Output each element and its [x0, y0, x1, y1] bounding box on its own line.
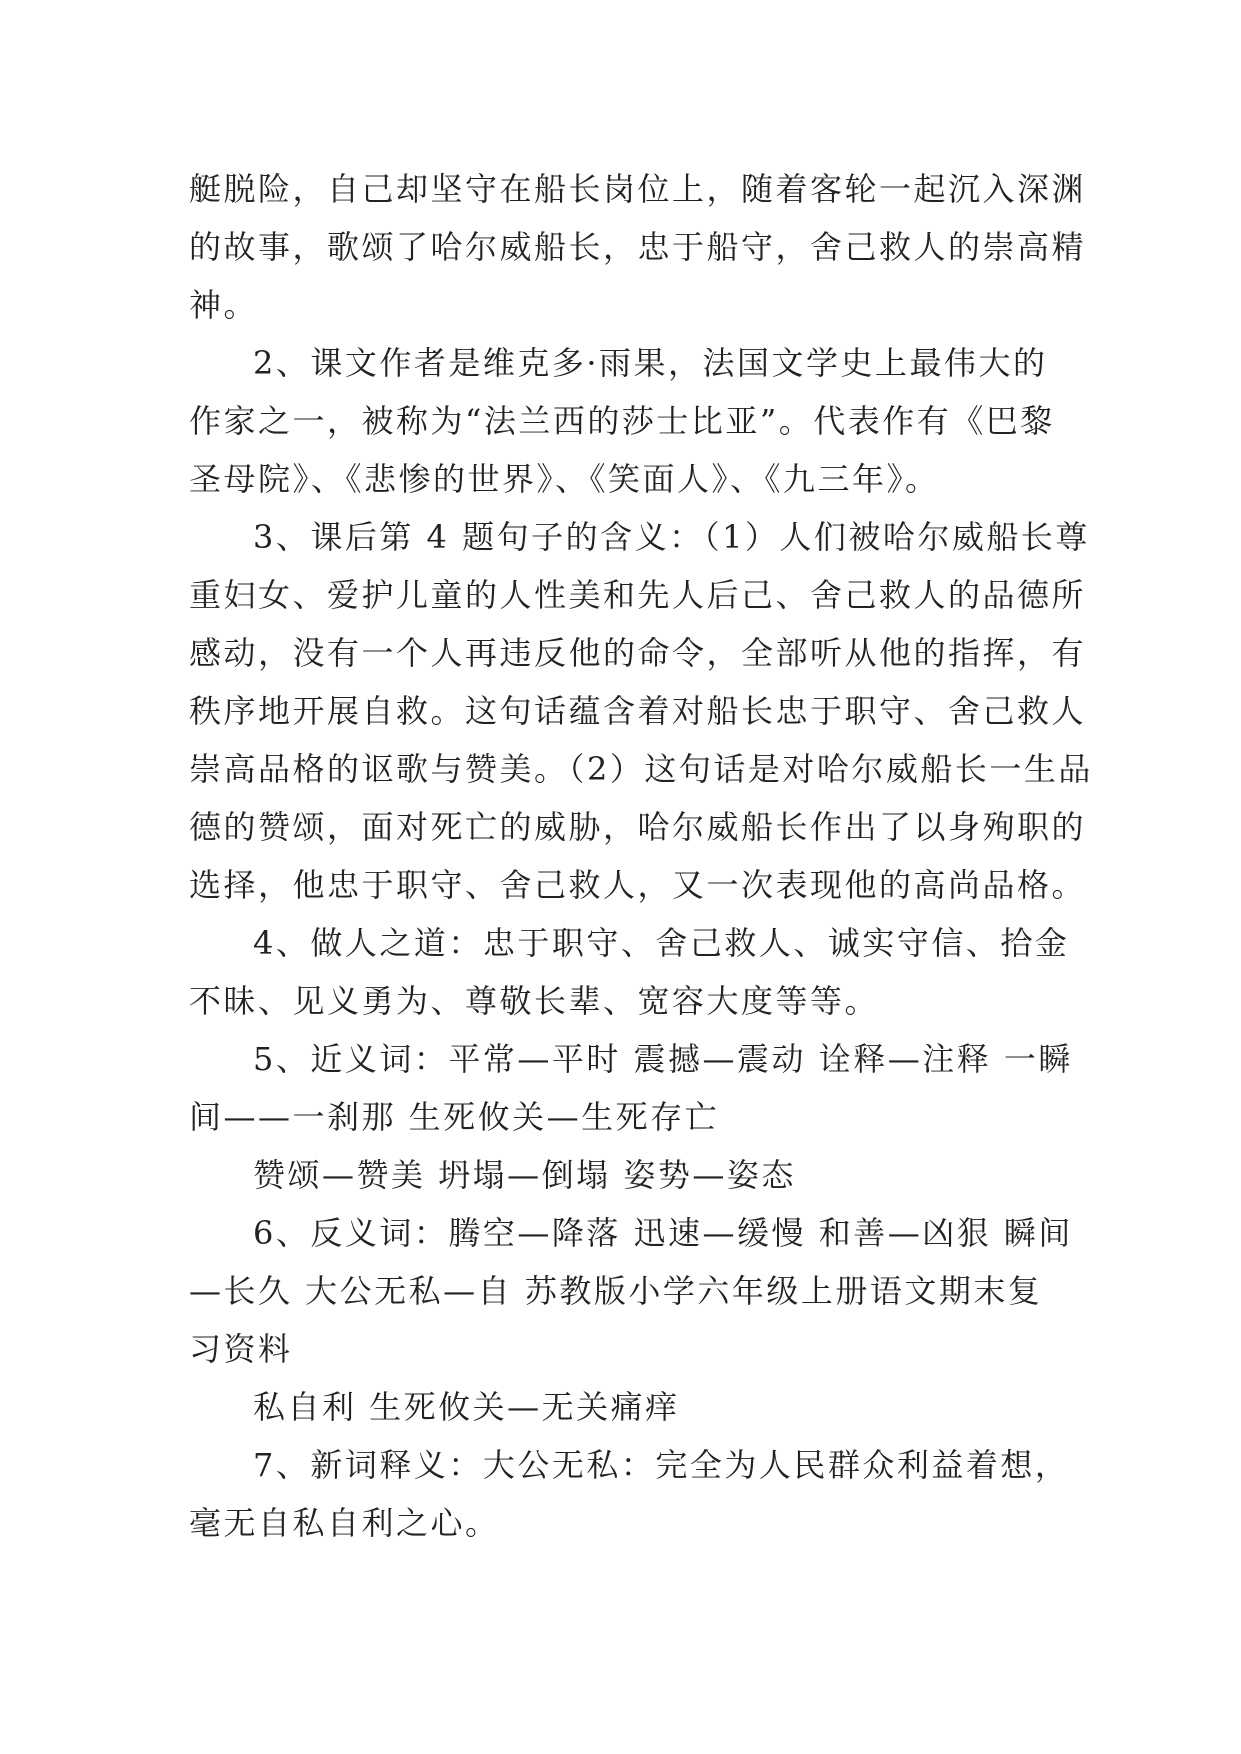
- text-line: 作家之一，被称为“法兰西的莎士比亚”。代表作有《巴黎: [189, 402, 1055, 440]
- paragraph-5-start: 5、近义词：平常—平时 震撼—震动 诠释—注释 一瞬: [253, 1040, 1073, 1078]
- text-line: 的故事，歌颂了哈尔威船长，忠于船守，舍己救人的崇高精: [189, 228, 1087, 266]
- paragraph-7-start: 7、新词释义：大公无私：完全为人民群众利益着想，: [253, 1446, 1070, 1484]
- paragraph-6-start: 6、反义词：腾空—降落 迅速—缓慢 和善—凶狠 瞬间: [253, 1214, 1073, 1252]
- text-line: —长久 大公无私—自 苏教版小学六年级上册语文期末复: [189, 1272, 1043, 1310]
- text-line: 德的赞颂，面对死亡的威胁，哈尔威船长作出了以身殉职的: [189, 808, 1087, 846]
- text-line: 圣母院》、《悲惨的世界》、《笑面人》、《九三年》。: [189, 460, 940, 498]
- text-line: 毫无自私自利之心。: [189, 1504, 500, 1542]
- paragraph-2-start: 2、课文作者是维克多·雨果，法国文学史上最伟大的: [253, 344, 1048, 382]
- text-line: 不昧、见义勇为、尊敬长辈、宽容大度等等。: [189, 982, 880, 1020]
- text-line: 神。: [189, 286, 259, 324]
- antonym-continuation: 私自利 生死攸关—无关痛痒: [253, 1388, 680, 1426]
- text-line: 重妇女、爱护儿童的人性美和先人后己、舍己救人的品德所: [189, 576, 1087, 614]
- text-line: 艇脱险，自己却坚守在船长岗位上，随着客轮一起沉入深渊: [189, 170, 1087, 208]
- paragraph-3-start: 3、课后第 4 题句子的含义：（1）人们被哈尔威船长尊: [253, 518, 1090, 556]
- paragraph-4-start: 4、做人之道：忠于职守、舍己救人、诚实守信、拾金: [253, 924, 1070, 962]
- document-body: [189, 160, 1093, 1552]
- text-line: 习资料: [189, 1330, 293, 1368]
- text-line: 选择，他忠于职守、舍己救人，又一次表现他的高尚品格。: [189, 866, 1087, 904]
- text-line: 崇高品格的讴歌与赞美。（2）这句话是对哈尔威船长一生品: [189, 750, 1093, 788]
- text-line: 感动，没有一个人再违反他的命令，全部听从他的指挥，有: [189, 634, 1087, 672]
- text-line: 秩序地开展自救。这句话蕴含着对船长忠于职守、舍己救人: [189, 692, 1087, 730]
- text-line: 间——一刹那 生死攸关—生死存亡: [189, 1098, 720, 1136]
- synonym-continuation: 赞颂—赞美 坍塌—倒塌 姿势—姿态: [253, 1156, 796, 1194]
